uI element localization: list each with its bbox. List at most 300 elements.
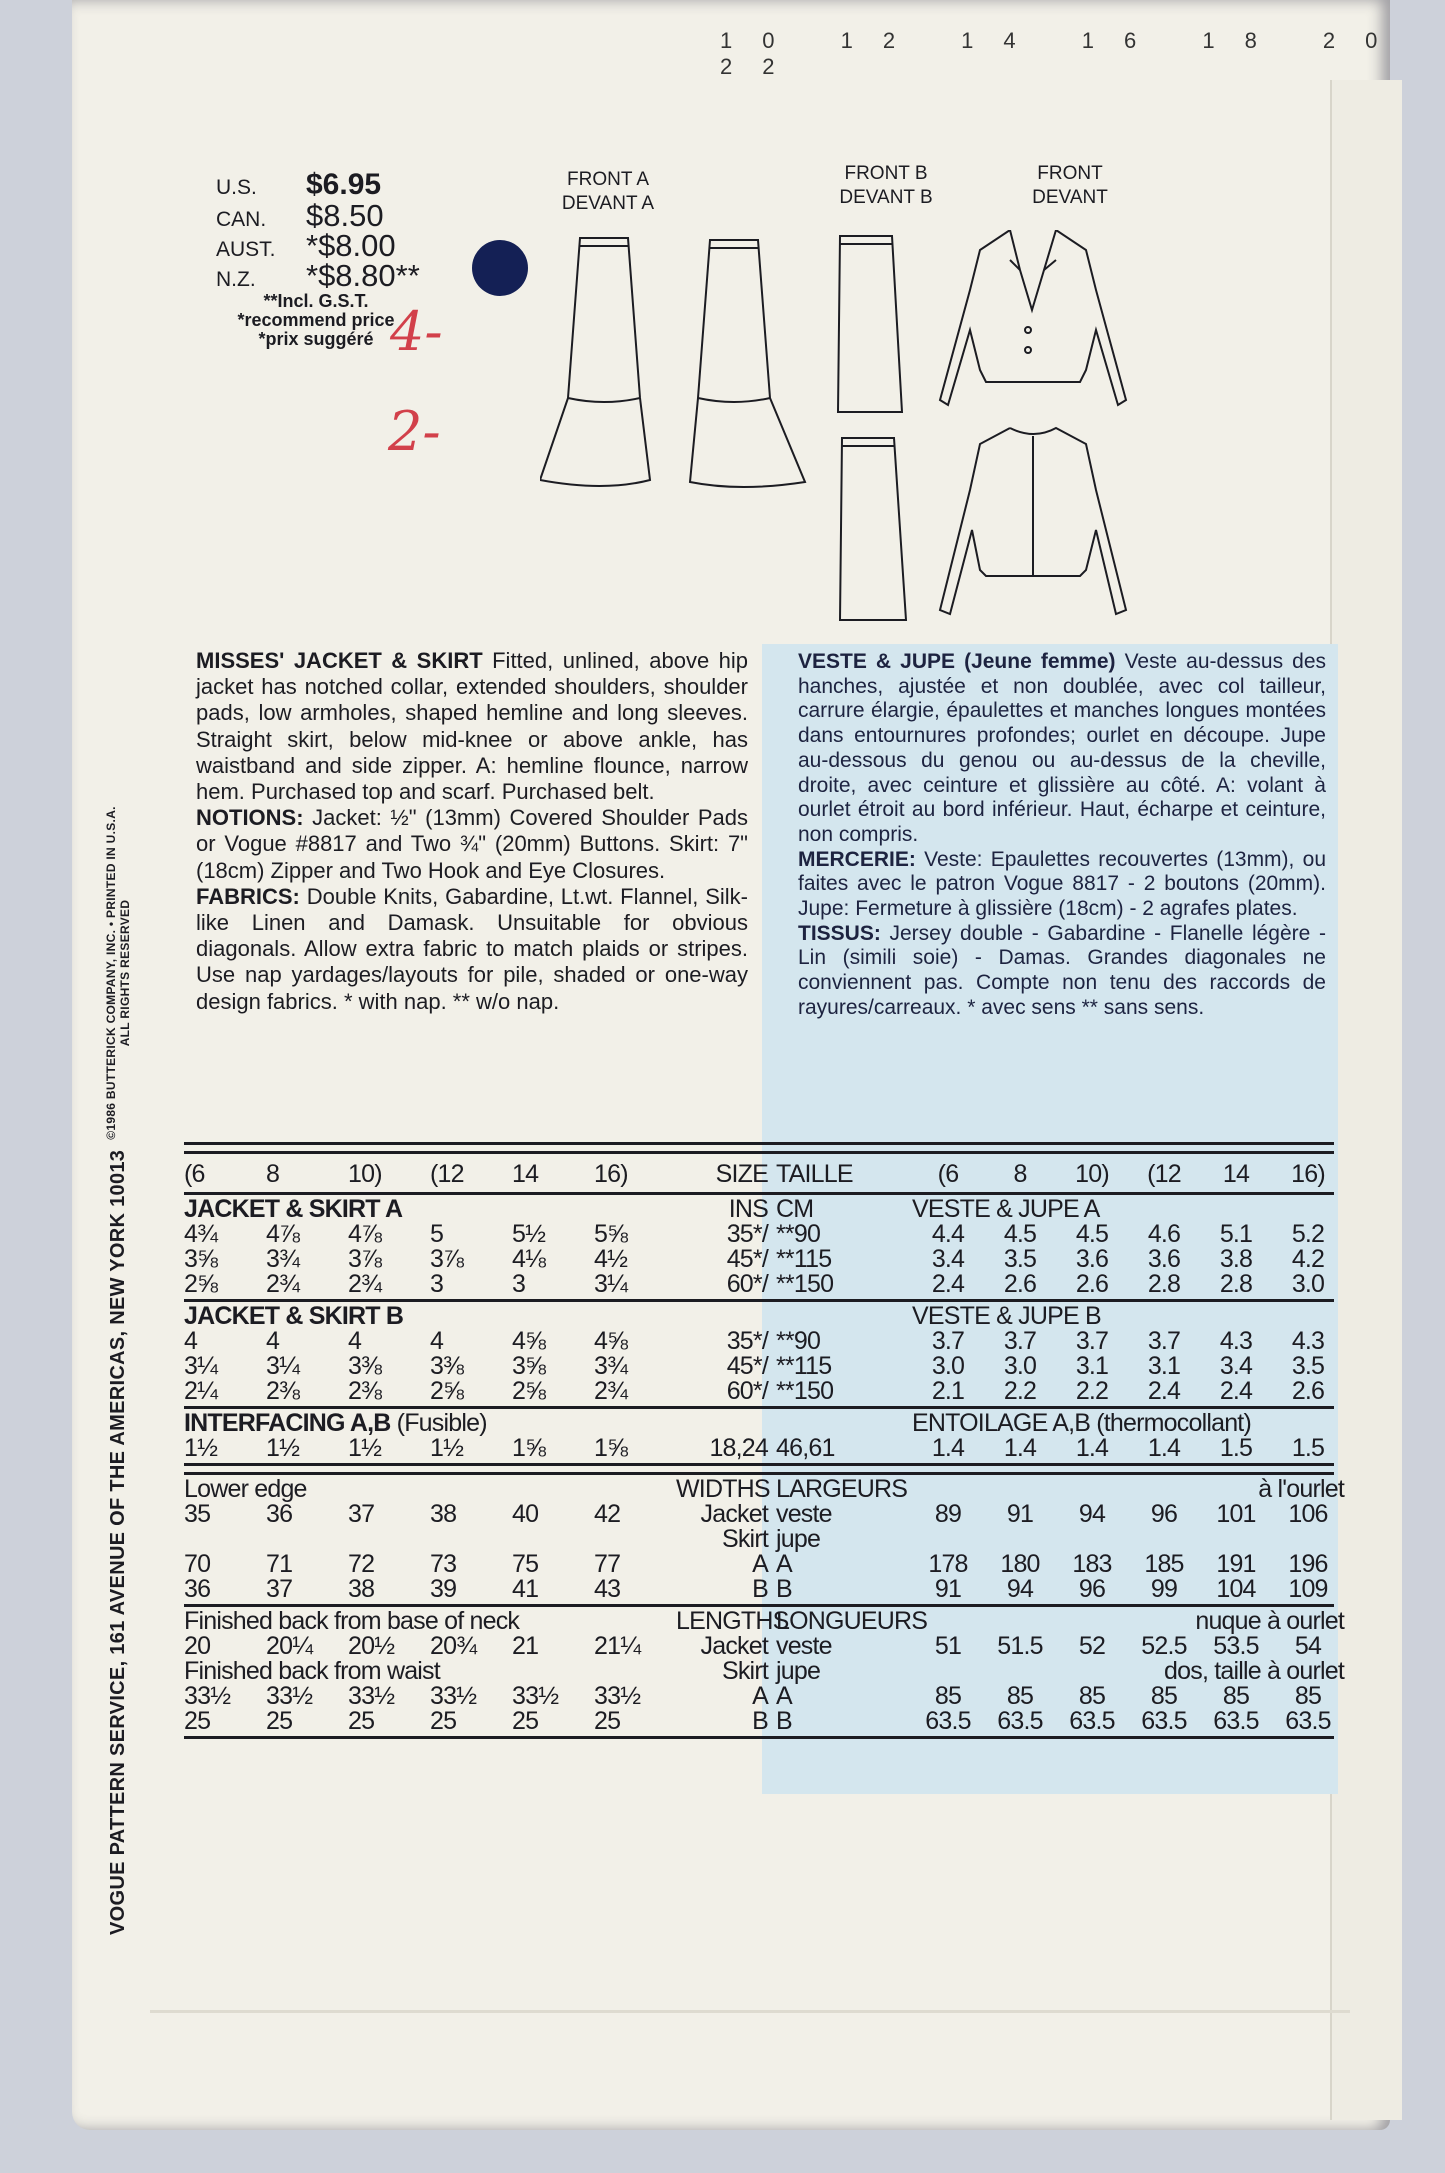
value-cell: 2¼ (184, 1377, 218, 1405)
cm-cell: B (776, 1707, 792, 1735)
value-cell: 70 (184, 1550, 211, 1578)
price-can (216, 198, 426, 233)
paragraph-lead: NOTIONS: (196, 805, 304, 831)
section-title-row (184, 1607, 1344, 1635)
paragraph-body: Jersey double - Gabardine - Flanelle légère - Lin (simili soie) - Damas. Grandes diagonales ne conviennent pas. Compte non tenu des raccords de rayures/carreaux. * avec sens ** sans sens. (798, 921, 1326, 1019)
value-cell: 1½ (184, 1434, 218, 1462)
ins-cell: A (752, 1682, 768, 1710)
fold-line (150, 2010, 1350, 2013)
ins-cell: 18,24 (709, 1434, 768, 1462)
size-cell: 8 (1013, 1160, 1027, 1188)
ins-cell: Skirt (721, 1525, 768, 1553)
cm-cell: **115 (776, 1245, 832, 1273)
title-left (912, 1304, 1101, 1329)
price-note: *recommend price (237, 310, 395, 330)
ins-cell: B (752, 1707, 768, 1735)
value-cell: 2¾ (266, 1270, 300, 1298)
value-cell: 5 (430, 1220, 444, 1248)
value-cell: 1⅝ (512, 1434, 546, 1462)
value-cell: 1½ (348, 1434, 382, 1462)
value-cell: 52.5 (1141, 1632, 1187, 1660)
value-cell: 25 (430, 1707, 457, 1735)
ins-cell: 35*/ (726, 1327, 768, 1355)
title-text: JACKET & SKIRT A (184, 1195, 403, 1223)
paragraph-body: Veste: Epaulettes recouvertes (13mm), ou faites avec le patron Vogue 8817 - 2 boutons (20mm). Jupe: Fermeture à glissière (18cm) - 2 agrafes plates. (798, 847, 1326, 921)
ins-cell: B (752, 1575, 768, 1603)
column-label: LARGEURS (776, 1475, 908, 1503)
cm-cell: veste (776, 1500, 832, 1528)
value-cell: 1⅝ (594, 1434, 628, 1462)
value-cell: 33½ (512, 1682, 559, 1710)
value-cell: 77 (594, 1550, 621, 1578)
value-cell (1128, 1527, 1200, 1552)
cm-cell: jupe (776, 1525, 821, 1553)
skirt-b-back-drawing (840, 438, 906, 620)
section-title-fr (912, 1659, 1344, 1684)
value-cell: 25 (348, 1707, 375, 1735)
paragraph-body: Veste au-dessus des hanches, ajustée et non doublée, avec col tailleur, carrure élargie, épaulettes et manches longues montées dans entournures profondes; ourlet en découpe. Jupe au-dessous du genou ou au-dessus de la cheville, droite, avec ceinture et glissière au côté. A: volant à ourlet étroit au bord inférieur. Haut, écharpe et ceinture, non compris. (798, 650, 1326, 846)
value-cell: 5.2 (1291, 1220, 1325, 1248)
value-cell: 42 (594, 1500, 621, 1528)
value-cell: 51 (934, 1632, 962, 1660)
title-text: ENTOILAGE A,B (912, 1409, 1091, 1437)
section-title-fr (912, 1411, 1344, 1436)
size-cell: 14 (1222, 1160, 1250, 1188)
value-cell: 40 (512, 1500, 539, 1528)
value-cell: 20 (184, 1632, 211, 1660)
value-cell: 3¾ (266, 1245, 300, 1273)
price-note: **Incl. G.S.T. (263, 291, 369, 311)
value-cell: 3.5 (1003, 1245, 1037, 1273)
table-rule (184, 1463, 1334, 1475)
title-right-note: dos, taille à ourlet (1164, 1657, 1344, 1685)
cm-cell: **150 (776, 1270, 834, 1298)
size-cell: 10) (1075, 1160, 1109, 1188)
paragraph-lead: MISSES' JACKET & SKIRT (196, 648, 483, 673)
table-row (184, 1527, 1334, 1552)
value-cell: 180 (1000, 1550, 1040, 1578)
size-cell: (6 (184, 1160, 205, 1188)
value-cell: 3.8 (1219, 1245, 1253, 1273)
value-cell: 1.4 (1075, 1434, 1109, 1462)
size-cell: 10) (348, 1160, 382, 1188)
value-cell (512, 1527, 594, 1552)
section-title-en (184, 1304, 676, 1329)
value-cell: 63.5 (1069, 1707, 1115, 1735)
view-label: FRONT A (567, 169, 649, 190)
value-cell: 25 (512, 1707, 539, 1735)
value-cell: 4⅝ (594, 1327, 628, 1355)
table-row (184, 1436, 1334, 1461)
value-cell: 3.0 (931, 1352, 965, 1380)
ins-cell: 45*/ (726, 1352, 768, 1380)
column-label (676, 1304, 774, 1329)
value-cell: 63.5 (1285, 1707, 1331, 1735)
fabrics-paragraph (196, 884, 748, 1015)
table-row (184, 1634, 1334, 1659)
value-cell: 2.2 (1003, 1377, 1037, 1405)
view-label-front-a (538, 168, 678, 216)
column-label: LONGUEURS (776, 1607, 928, 1635)
section-title-en (184, 1197, 676, 1222)
value-cell (430, 1527, 512, 1552)
section-title-fr (912, 1477, 1344, 1502)
value-cell: 63.5 (1141, 1707, 1187, 1735)
paragraph-lead: TISSUS: (798, 921, 881, 945)
ins-cell: 60*/ (726, 1377, 768, 1405)
cm-cell: A (776, 1682, 792, 1710)
value-cell: 1.4 (1147, 1434, 1181, 1462)
tissus-paragraph (798, 922, 1326, 1021)
value-cell: 89 (934, 1500, 962, 1528)
value-cell: 3¾ (594, 1352, 628, 1380)
value-cell: 3⅜ (348, 1352, 382, 1380)
title-right-note: nuque à ourlet (1195, 1607, 1344, 1635)
value-cell: 94 (1078, 1500, 1106, 1528)
description-paragraph (196, 648, 748, 805)
size-label: SIZE (715, 1160, 768, 1188)
cm-cell: **90 (776, 1327, 821, 1355)
value-cell: 1½ (266, 1434, 300, 1462)
value-cell: 3 (430, 1270, 444, 1298)
view-label: FRONT B (844, 163, 928, 184)
value-cell: 85 (1294, 1682, 1322, 1710)
value-cell: 2.6 (1003, 1270, 1037, 1298)
yardage-table (184, 1140, 1344, 1741)
value-cell: 1.5 (1291, 1434, 1325, 1462)
value-cell: 2.8 (1147, 1270, 1181, 1298)
table-row (184, 1272, 1334, 1297)
value-cell: 33½ (184, 1682, 231, 1710)
value-cell (1200, 1527, 1272, 1552)
value-cell: 2.1 (931, 1377, 965, 1405)
copyright (104, 806, 132, 1140)
price-aust (216, 228, 426, 263)
column-label: LENGTHS (676, 1607, 789, 1635)
paragraph-body: Fitted, unlined, above hip jacket has notched collar, extended shoulders, shoulder pads, low armholes, shaped hemline and long sleeves. Straight skirt, below mid-knee or above ankle, has waistband and side zipper. A: hemline flounce, narrow hem. Purchased top and scarf. Purchased belt. (196, 648, 748, 805)
size-cell: 14 (512, 1160, 539, 1188)
value-cell: 2⅝ (430, 1377, 464, 1405)
value-cell: 85 (1078, 1682, 1106, 1710)
jacket-front-drawing (940, 230, 1126, 405)
value-cell: 38 (430, 1500, 457, 1528)
value-cell: 96 (1078, 1575, 1106, 1603)
skirt-a-back-drawing (690, 240, 805, 487)
value-cell: 99 (1150, 1575, 1178, 1603)
value-cell: 20¾ (430, 1632, 477, 1660)
price-nz (216, 258, 426, 293)
table-row (184, 1684, 1334, 1709)
value-cell: 3.7 (931, 1327, 965, 1355)
value-cell: 33½ (430, 1682, 477, 1710)
price-us (216, 168, 426, 201)
value-cell: 3¼ (266, 1352, 300, 1380)
value-cell: 101 (1216, 1500, 1256, 1528)
view-label: DEVANT B (839, 187, 933, 208)
paragraph-lead: MERCERIE: (798, 847, 916, 871)
value-cell: 2⅜ (348, 1377, 382, 1405)
value-cell: 2.6 (1075, 1270, 1109, 1298)
view-label: DEVANT A (561, 193, 655, 214)
value-cell: 4.5 (1075, 1220, 1109, 1248)
table-row (184, 1247, 1334, 1272)
section-title-row (184, 1657, 1344, 1685)
section-title-fr (912, 1304, 1344, 1329)
value-cell: 3.0 (1003, 1352, 1037, 1380)
section-title-row (184, 1304, 1334, 1329)
table-row (184, 1379, 1334, 1404)
size-cell: 8 (266, 1160, 280, 1188)
value-cell: 3.7 (1003, 1327, 1037, 1355)
value-cell: 33½ (266, 1682, 313, 1710)
section-title-en (184, 1477, 676, 1502)
size-cell: 16) (1291, 1160, 1325, 1188)
value-cell: 94 (1006, 1575, 1034, 1603)
paragraph-body: Jacket: ½" (13mm) Covered Shoulder Pads or Vogue #8817 and Two ¾" (20mm) Buttons. Skirt: 7" (18cm) Zipper and Two Hook and Eye Closures. (196, 805, 748, 883)
jacket-back-drawing (940, 428, 1126, 614)
value-cell: 2.4 (1219, 1377, 1253, 1405)
table-row (184, 1577, 1334, 1602)
value-cell: 3.4 (1219, 1352, 1253, 1380)
value-cell (594, 1527, 676, 1552)
section-title-row (184, 1197, 1334, 1222)
handwritten-note: 4- (390, 300, 443, 363)
value-cell: 3.6 (1075, 1245, 1109, 1273)
view-label: FRONT (1037, 163, 1103, 184)
value-cell: 91 (934, 1575, 962, 1603)
table-rule (184, 1736, 1334, 1739)
price-label: AUST. (216, 238, 276, 261)
value-cell: 4 (184, 1327, 198, 1355)
price-value: *$8.00 (306, 228, 396, 263)
cm-cell: 46,61 (776, 1434, 835, 1462)
value-cell: 37 (348, 1500, 375, 1528)
table-header-row (184, 1156, 1334, 1190)
table-row (184, 1222, 1334, 1247)
envelope-flap (1330, 80, 1402, 2120)
value-cell: 20¼ (266, 1632, 313, 1660)
value-cell: 71 (266, 1550, 293, 1578)
value-cell: 2.8 (1219, 1270, 1253, 1298)
value-cell: 106 (1288, 1500, 1328, 1528)
value-cell: 1.4 (1003, 1434, 1037, 1462)
price-value: *$8.80** (306, 258, 420, 293)
navy-dot-sticker (472, 240, 528, 296)
value-cell: 4.3 (1291, 1327, 1325, 1355)
value-cell: 20½ (348, 1632, 395, 1660)
value-cell: 185 (1144, 1550, 1184, 1578)
view-label: DEVANT (1032, 187, 1108, 208)
cm-cell: A (776, 1550, 792, 1578)
publisher-address: VOGUE PATTERN SERVICE, 161 AVENUE OF THE AMERICAS, NEW YORK 10013 (106, 1149, 129, 1935)
value-cell: 1.5 (1219, 1434, 1253, 1462)
value-cell: 4 (266, 1327, 280, 1355)
description-english (196, 648, 748, 1015)
value-cell: 43 (594, 1575, 621, 1603)
title-text: Finished back from waist (184, 1657, 440, 1685)
value-cell: 3⅝ (184, 1245, 218, 1273)
value-cell: 33½ (348, 1682, 395, 1710)
title-subtext: (Fusible) (390, 1409, 487, 1437)
section-title-en (184, 1659, 676, 1684)
value-cell: 4½ (594, 1245, 628, 1273)
paragraph-lead: FABRICS: (196, 883, 300, 909)
table-row (184, 1552, 1334, 1577)
value-cell: 3.4 (931, 1245, 965, 1273)
value-cell: 178 (928, 1550, 968, 1578)
value-cell: 53.5 (1213, 1632, 1259, 1660)
value-cell: 39 (430, 1575, 457, 1603)
notions-paragraph (196, 805, 748, 884)
publisher-side-text (104, 806, 132, 1935)
value-cell: 25 (266, 1707, 293, 1735)
table-row (184, 1354, 1334, 1379)
value-cell: 3 (512, 1270, 526, 1298)
value-cell: 36 (184, 1575, 211, 1603)
value-cell: 5⅝ (594, 1220, 628, 1248)
value-cell: 51.5 (997, 1632, 1043, 1660)
value-cell: 4¾ (184, 1220, 218, 1248)
value-cell: 3¼ (184, 1352, 218, 1380)
cm-cell: **150 (776, 1377, 834, 1405)
value-cell: 91 (1006, 1500, 1034, 1528)
price-value: $8.50 (306, 198, 384, 233)
value-cell: 191 (1216, 1550, 1256, 1578)
value-cell: 2.4 (1147, 1377, 1181, 1405)
title-right-note: à l'ourlet (1258, 1475, 1344, 1503)
cm-cell: veste (776, 1632, 832, 1660)
price-value: $6.95 (306, 168, 382, 201)
value-cell (1272, 1527, 1344, 1552)
table-row (184, 1329, 1334, 1354)
value-cell: 63.5 (997, 1707, 1043, 1735)
value-cell: 85 (1006, 1682, 1034, 1710)
section-title-en (184, 1609, 676, 1634)
price-label: N.Z. (216, 268, 256, 291)
value-cell: 3⅞ (430, 1245, 464, 1273)
title-subtext: (thermocollant) (1090, 1409, 1251, 1437)
value-cell: 54 (1294, 1632, 1322, 1660)
ins-cell: Jacket (700, 1500, 768, 1528)
copyright-line: ©1986 BUTTERICK COMPANY, INC. • PRINTED IN U.S.A. (104, 806, 118, 1140)
value-cell: 75 (512, 1550, 539, 1578)
value-cell: 4.6 (1147, 1220, 1181, 1248)
value-cell: 35 (184, 1500, 211, 1528)
skirt-a-front-drawing (540, 238, 650, 486)
value-cell: 196 (1288, 1550, 1328, 1578)
value-cell: 4.5 (1003, 1220, 1037, 1248)
price-label: U.S. (216, 176, 257, 199)
value-cell: 33½ (594, 1682, 641, 1710)
value-cell: 52 (1078, 1632, 1106, 1660)
column-label: jupe (776, 1657, 821, 1685)
value-cell: 5.1 (1219, 1220, 1253, 1248)
value-cell: 4 (348, 1327, 362, 1355)
view-label-front-b (816, 162, 956, 210)
value-cell: 73 (430, 1550, 457, 1578)
value-cell (266, 1527, 348, 1552)
value-cell: 3.7 (1075, 1327, 1109, 1355)
value-cell: 21¼ (594, 1632, 641, 1660)
size-cell: (6 (937, 1160, 959, 1188)
value-cell (984, 1527, 1056, 1552)
value-cell: 3.1 (1075, 1352, 1109, 1380)
value-cell (184, 1527, 266, 1552)
value-cell: 3⅜ (430, 1352, 464, 1380)
ins-cell: Jacket (700, 1632, 768, 1660)
value-cell: 104 (1216, 1575, 1256, 1603)
value-cell: 3.5 (1291, 1352, 1325, 1380)
section-title-fr (912, 1609, 1344, 1634)
value-cell: 85 (1222, 1682, 1250, 1710)
title-text: Lower edge (184, 1475, 307, 1503)
value-cell: 4 (430, 1327, 444, 1355)
column-label: INS (728, 1195, 768, 1223)
mercerie-paragraph (798, 848, 1326, 922)
value-cell: 4.3 (1219, 1327, 1253, 1355)
description-french (798, 650, 1326, 1021)
value-cell: 183 (1072, 1550, 1112, 1578)
skirt-b-front-drawing (838, 236, 902, 412)
value-cell: 4⅛ (512, 1245, 546, 1273)
value-cell: 1½ (430, 1434, 464, 1462)
value-cell: 2⅝ (512, 1377, 546, 1405)
title-left (912, 1411, 1251, 1436)
value-cell: 37 (266, 1575, 293, 1603)
table-rule (184, 1142, 1334, 1154)
value-cell: 2¾ (594, 1377, 628, 1405)
section-title-en (184, 1411, 676, 1436)
value-cell: 3⅞ (348, 1245, 382, 1273)
value-cell: 36 (266, 1500, 293, 1528)
value-cell: 72 (348, 1550, 375, 1578)
column-label (774, 1304, 912, 1329)
ins-cell: 60*/ (726, 1270, 768, 1298)
description-paragraph (798, 650, 1326, 848)
value-cell: 2⅝ (184, 1270, 218, 1298)
cm-cell: **90 (776, 1220, 821, 1248)
value-cell: 85 (934, 1682, 962, 1710)
value-cell: 4.4 (931, 1220, 965, 1248)
value-cell: 109 (1288, 1575, 1328, 1603)
value-cell (348, 1527, 430, 1552)
size-cell: (12 (1147, 1160, 1181, 1188)
value-cell: 25 (184, 1707, 211, 1735)
value-cell: 4⅝ (512, 1327, 546, 1355)
value-cell: 96 (1150, 1500, 1178, 1528)
value-cell: 2⅜ (266, 1377, 300, 1405)
value-cell: 3.0 (1291, 1270, 1325, 1298)
ins-cell: A (752, 1550, 768, 1578)
title-text: Finished back from base of neck (184, 1607, 520, 1635)
value-cell: 3⅝ (512, 1352, 546, 1380)
value-cell: 3.6 (1147, 1245, 1181, 1273)
title-text: VESTE & JUPE B (912, 1302, 1101, 1330)
value-cell: 63.5 (925, 1707, 971, 1735)
value-cell: 41 (512, 1575, 539, 1603)
taille-label: TAILLE (776, 1160, 853, 1188)
column-label: CM (776, 1195, 814, 1223)
title-left (912, 1197, 1099, 1222)
paragraph-lead: VESTE & JUPE (Jeune femme) (798, 650, 1116, 673)
value-cell: 2.2 (1075, 1377, 1109, 1405)
size-cell: 16) (594, 1160, 628, 1188)
title-text: INTERFACING A,B (184, 1409, 391, 1437)
value-cell: 2.6 (1291, 1377, 1325, 1405)
price-note: *prix suggéré (258, 329, 374, 349)
section-title-row (184, 1475, 1344, 1503)
top-size-numbers: 10 12 14 16 18 20 22 (720, 28, 1408, 79)
